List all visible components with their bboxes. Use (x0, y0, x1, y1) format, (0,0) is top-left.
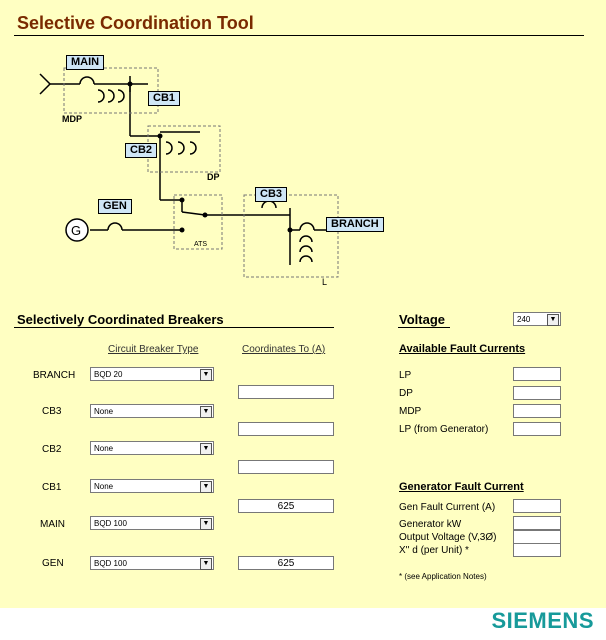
cb2-tag: CB2 (125, 143, 157, 158)
generator-symbol-label: G (71, 223, 82, 238)
lp-label: L (322, 277, 328, 287)
chevron-down-icon: ▼ (200, 369, 212, 381)
col-header-coord: Coordinates To (A) (242, 344, 326, 355)
chevron-down-icon: ▼ (200, 518, 212, 530)
mdp-fault-label: MDP (399, 406, 422, 417)
voltage-divider (398, 327, 450, 328)
row-label-cb2: CB2 (42, 444, 62, 455)
mdp-label: MDP (62, 114, 82, 124)
cb3-breaker-symbol (262, 201, 276, 208)
main-breaker-select[interactable]: BQD 100 ▼ (90, 516, 214, 530)
row-label-cb3: CB3 (42, 406, 62, 417)
application-notes: * (see Application Notes) (399, 572, 487, 581)
lp-gen-fault-input[interactable] (513, 422, 561, 436)
one-line-diagram (0, 40, 606, 300)
cb2-coord-field[interactable] (238, 460, 334, 474)
gen-kw-input[interactable] (513, 516, 561, 530)
dp-label: DP (207, 172, 220, 182)
dp-fault-input[interactable] (513, 386, 561, 400)
cb2-breaker-select[interactable]: None ▼ (90, 441, 214, 455)
branch-tag: BRANCH (326, 217, 384, 232)
breakers-heading: Selectively Coordinated Breakers (17, 312, 224, 327)
gen-breaker-select[interactable]: BQD 100 ▼ (90, 556, 214, 570)
cb3-tag: CB3 (255, 187, 287, 202)
cb3-breaker-select[interactable]: None ▼ (90, 404, 214, 418)
branch-coord-field[interactable] (238, 385, 334, 399)
cb1-tag: CB1 (148, 91, 180, 106)
branch-breaker-symbol (300, 223, 314, 230)
chevron-down-icon: ▼ (547, 314, 559, 326)
breakers-divider (14, 327, 334, 328)
page-title: Selective Coordination Tool (17, 13, 254, 33)
ats-label: ATS (194, 241, 208, 248)
xd-input[interactable] (513, 543, 561, 557)
lp-fault-label: LP (399, 370, 412, 381)
branch-breaker-select[interactable]: BQD 20 ▼ (90, 367, 214, 381)
siemens-logo: SIEMENS (491, 608, 594, 633)
lp-gen-fault-label: LP (from Generator) (399, 424, 489, 435)
cb3-coord-field[interactable] (238, 422, 334, 436)
dp-fault-label: DP (399, 388, 413, 399)
gen-coord-field[interactable]: 625 (238, 556, 334, 570)
voltage-heading: Voltage (399, 312, 445, 327)
output-voltage-label: Output Voltage (V,3Ø) (399, 532, 497, 543)
chevron-down-icon: ▼ (200, 443, 212, 455)
cb1-breaker-select[interactable]: None ▼ (90, 479, 214, 493)
fault-heading: Available Fault Currents (399, 343, 526, 355)
mdp-fault-input[interactable] (513, 404, 561, 418)
col-header-type: Circuit Breaker Type (108, 344, 199, 355)
row-label-cb1: CB1 (42, 482, 62, 493)
row-label-branch: BRANCH (33, 370, 76, 381)
output-voltage-input[interactable] (513, 530, 561, 544)
xd-label: X'' d (per Unit) * (399, 545, 469, 556)
row-label-gen: GEN (42, 558, 64, 569)
main-breaker-symbol (80, 77, 94, 84)
gen-fault-current-input[interactable] (513, 499, 561, 513)
utility-feed-symbol (40, 74, 50, 94)
gen-kw-label: Generator kW (399, 519, 462, 530)
cb1-coord-field[interactable]: 625 (238, 499, 334, 513)
chevron-down-icon: ▼ (200, 481, 212, 493)
title-divider (14, 35, 584, 36)
voltage-select[interactable]: 240 ▼ (513, 312, 561, 326)
lp-enclosure (244, 195, 338, 277)
gen-fault-current-label: Gen Fault Current (A) (399, 502, 496, 513)
gen-fault-heading: Generator Fault Current (399, 481, 524, 493)
gen-tag: GEN (98, 199, 132, 214)
chevron-down-icon: ▼ (200, 558, 212, 570)
chevron-down-icon: ▼ (200, 406, 212, 418)
lp-fault-input[interactable] (513, 367, 561, 381)
main-tag: MAIN (66, 55, 104, 70)
row-label-main: MAIN (40, 519, 65, 530)
